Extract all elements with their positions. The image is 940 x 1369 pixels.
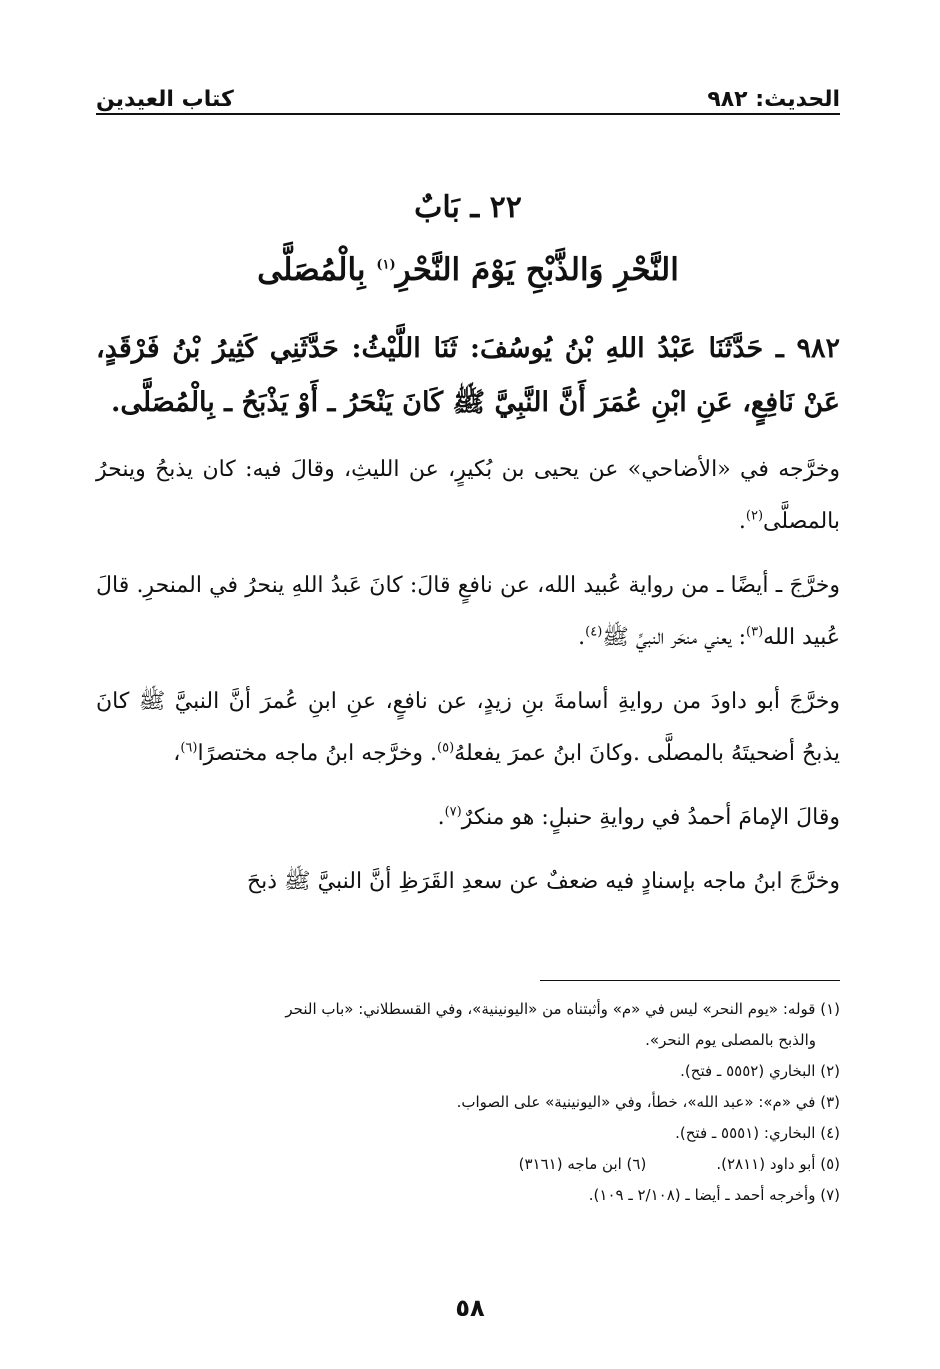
commentary-paragraph — [96, 676, 840, 780]
commentary-text: : يعني منحَر النبيِّ ﷺ — [602, 625, 747, 650]
header-rule — [96, 113, 840, 115]
hadith-text: ٩٨٢ ـ حَدَّثَنَا عَبْدُ اللهِ بْنُ يُوسُفَ: ثَنَا اللَّيْثُ: حَدَّثَنِي كَثِيرُ بْنُ فَرْقَدٍ، عَنْ نَافِعٍ، عَنِ ابْنِ عُمَرَ أَنَّ النَّبِيَّ ﷺ كَانَ يَنْحَرُ ـ أَوْ يَذْبَحُ ـ بِالْمُصَلَّى. — [96, 333, 840, 418]
hadith-number-label: الحديث: ٩٨٢ — [707, 87, 840, 112]
footnote-7: (٧) وأخرجه أحمد ـ أيضا ـ (٢/١٠٨ ـ ١٠٩). — [588, 1186, 840, 1204]
footnotes — [96, 994, 840, 1211]
chapter-title-end: بِالْمُصَلَّى — [257, 252, 377, 288]
footnote-ref: (٥) — [437, 740, 455, 756]
footnote-ref: (٧) — [444, 804, 462, 820]
commentary-paragraph — [96, 792, 840, 844]
main-text — [96, 322, 840, 920]
book-title: كتاب العيدين — [96, 87, 234, 112]
footnote-3: (٣) في «م»: «عبد الله»، خطأ، وفي «اليونينية» على الصواب. — [456, 1093, 840, 1111]
commentary-text: وخرَّجَ أبو داودَ من روايةِ أسامةَ بنِ زيدٍ، عن نافعٍ، عنِ ابنِ عُمرَ أنَّ النبيَّ ﷺ كانَ يذبحُ أضحيتَهُ بالمصلَّى .وكانَ ابنُ عمرَ يفعلهُ — [96, 689, 840, 766]
footnote-ref: (٤) — [585, 624, 603, 640]
commentary-text: . — [437, 805, 445, 830]
page-number: ٥٨ — [455, 1294, 485, 1322]
commentary-text: وخرَّجَ ابنُ ماجه بإسنادٍ فيه ضعفٌ عن سعدِ القَرَظِ أنَّ النبيَّ ﷺ ذبحَ — [246, 869, 840, 894]
commentary-paragraph — [96, 560, 840, 664]
footnote-ref: (٦) — [180, 740, 198, 756]
commentary-text: وخرَّجَ ـ أيضًا ـ من رواية عُبيد الله، عن نافعٍ قالَ: كانَ عَبدُ اللهِ ينحرُ في المنحرِ. قالَ عُبيد الله — [96, 573, 840, 650]
commentary-paragraph — [96, 444, 840, 548]
footnote-1-continued: والذبح بالمصلى يوم النحر». — [645, 1031, 816, 1049]
footnote-ref: (١) — [376, 257, 396, 273]
commentary-text: . وخرَّجه ابنُ ماجه مختصرًا — [197, 741, 438, 766]
footnote-1: (١) قوله: «يوم النحر» ليس في «م» وأثبتناه من «اليونينية»، وفي القسطلاني: «باب النحر — [285, 1000, 840, 1018]
footnote-ref: (٣) — [746, 624, 764, 640]
chapter-title — [96, 252, 840, 288]
chapter-number: ٢٢ ـ بَابٌ — [414, 190, 522, 225]
footnote-row — [96, 1149, 840, 1180]
commentary-paragraph — [96, 856, 840, 908]
commentary-text: ، — [173, 741, 181, 766]
footnote-2: (٢) البخاري (٥٥٥٢ ـ فتح). — [680, 1062, 840, 1080]
running-header — [96, 72, 840, 112]
commentary-text: وقالَ الإمامَ أحمدُ في روايةِ حنبلٍ: هو منكرٌ — [461, 805, 840, 830]
footnote-4: (٤) البخاري: (٥٥٥١ ـ فتح). — [675, 1124, 840, 1142]
commentary-text: . — [738, 509, 746, 534]
chapter-title-text: النَّحْرِ وَالذَّبْحِ يَوْمَ النَّحْرِ — [395, 252, 679, 288]
footnote-rule — [540, 980, 840, 981]
commentary-text: وخرَّجه في «الأضاحي» عن يحيى بن بُكيرٍ، عن الليثِ، وقالَ فيه: كان يذبحُ وينحرُ بالمصلَّى — [96, 457, 840, 534]
footnote-5: (٥) أبو داود (٢٨١١). — [716, 1155, 840, 1173]
footnote-ref: (٢) — [745, 508, 764, 524]
footnote-6: (٦) ابن ماجه (٣١٦١) — [518, 1155, 647, 1173]
commentary-text: . — [578, 625, 586, 650]
